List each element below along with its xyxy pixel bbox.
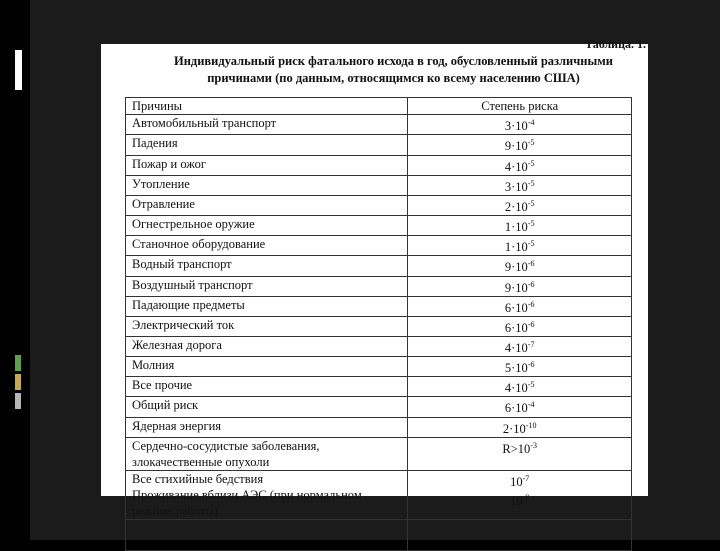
risk-table (125, 97, 632, 551)
risk-base: 1·10 (504, 220, 528, 235)
risk-exponent: -7 (522, 473, 530, 483)
row-cause: Автомобильный транспорт (126, 115, 408, 135)
risk-exponent: -5 (527, 198, 535, 208)
row-cause: Железная дорога (126, 337, 408, 357)
risk-exponent: -5 (527, 380, 535, 390)
row-risk-value (408, 135, 632, 155)
row-cause: Молния (126, 357, 408, 377)
risk-value-line (414, 490, 625, 509)
decor-bar-white (15, 50, 22, 90)
table-row (126, 276, 632, 296)
risk-base: 4·10 (504, 381, 528, 396)
risk-base: 9·10 (504, 280, 528, 295)
risk-base: 6·10 (504, 321, 528, 336)
table-row-disasters (126, 470, 632, 519)
decor-bar-gray (15, 393, 21, 409)
row-risk-value (408, 316, 632, 336)
cause-line: Проживание вблизи АЭС (при нормальном (132, 487, 362, 502)
cause-line: режиме работы) (132, 503, 218, 518)
table-row (126, 316, 632, 336)
document-image (101, 37, 648, 518)
row-risk-value (408, 195, 632, 215)
risk-base: 2·10 (502, 421, 526, 436)
row-cause: Все прочие (126, 377, 408, 397)
risk-exponent: -5 (527, 178, 535, 188)
table-row (126, 337, 632, 357)
risk-exponent: -5 (527, 219, 535, 229)
risk-base: 6·10 (504, 300, 528, 315)
risk-base: 4·10 (504, 341, 528, 356)
row-cause (126, 470, 408, 519)
risk-base: 2·10 (504, 200, 528, 215)
risk-exponent: -5 (527, 158, 535, 168)
row-risk-value (408, 397, 632, 417)
risk-base: 3·10 (504, 179, 528, 194)
row-risk-value (408, 236, 632, 256)
risk-exponent: -6 (527, 360, 535, 370)
table-row-cardio (126, 437, 632, 470)
table-row (126, 236, 632, 256)
row-risk-value (408, 155, 632, 175)
risk-exponent: -4 (527, 118, 535, 128)
table-row-empty (126, 519, 632, 550)
row-cause: Ядерная энергия (126, 417, 408, 437)
cause-line: Сердечно-сосудистые заболевания, (132, 438, 320, 453)
row-cause: Утопление (126, 175, 408, 195)
risk-exponent: -5 (527, 239, 535, 249)
table-title-line-2: причинами (по данным, относящимся ко всему населению США) (207, 71, 580, 85)
empty-cell (408, 519, 632, 550)
risk-exponent: -5 (527, 138, 535, 148)
row-risk-value (408, 216, 632, 236)
risk-exponent: -10 (525, 420, 537, 430)
row-risk-value (408, 377, 632, 397)
row-cause: Огнестрельное оружие (126, 216, 408, 236)
table-row (126, 296, 632, 316)
risk-exponent: -6 (527, 259, 535, 269)
table-row (126, 417, 632, 437)
table-row (126, 135, 632, 155)
risk-exponent: -6 (527, 299, 535, 309)
row-risk-value (408, 175, 632, 195)
row-cause: Падающие предметы (126, 296, 408, 316)
risk-base: 6·10 (504, 401, 528, 416)
risk-base: 1·10 (504, 240, 528, 255)
table-row (126, 377, 632, 397)
risk-exponent: -6 (527, 279, 535, 289)
row-risk-value (408, 437, 632, 470)
risk-exponent: -3 (530, 440, 537, 450)
table-row (126, 155, 632, 175)
row-risk-value (408, 470, 632, 519)
row-risk-value (408, 276, 632, 296)
table-title (141, 53, 646, 87)
table-title-line-1: Индивидуальный риск фатального исхода в год, обусловленный различными (173, 54, 613, 68)
table-row (126, 216, 632, 236)
row-cause: Пожар и ожог (126, 155, 408, 175)
risk-exponent: -6 (527, 319, 535, 329)
row-cause: Станочное оборудование (126, 236, 408, 256)
decor-bar-green (15, 355, 21, 371)
risk-exponent: -4 (527, 400, 535, 410)
row-cause: Общий риск (126, 397, 408, 417)
decorative-sidebar-accents (15, 355, 25, 410)
header-risk-level: Степень риска (408, 98, 632, 115)
risk-base: 3·10 (504, 119, 528, 134)
risk-base: 9·10 (504, 139, 528, 154)
row-cause: Отравление (126, 195, 408, 215)
decorative-sidebar (15, 50, 25, 90)
table-caption: Таблица. 1. (585, 37, 646, 51)
cause-line: злокачественные опухоли (132, 454, 270, 469)
decor-bar-gold (15, 374, 21, 390)
risk-exponent: -8 (522, 492, 530, 502)
risk-base: 10 (510, 474, 523, 489)
empty-cell (126, 519, 408, 550)
row-risk-value (408, 115, 632, 135)
risk-base: 5·10 (504, 361, 528, 376)
row-risk-value (408, 417, 632, 437)
table-row (126, 357, 632, 377)
row-risk-value (408, 256, 632, 276)
row-cause: Воздушный транспорт (126, 276, 408, 296)
table-row (126, 195, 632, 215)
row-cause (126, 437, 408, 470)
row-risk-value (408, 296, 632, 316)
table-row (126, 115, 632, 135)
row-risk-value (408, 337, 632, 357)
risk-value-line (414, 471, 625, 490)
risk-base: 10 (510, 494, 523, 509)
row-cause: Падения (126, 135, 408, 155)
table-header-row (126, 98, 632, 115)
table-row (126, 256, 632, 276)
header-causes: Причины (126, 98, 408, 115)
risk-base: 9·10 (504, 260, 528, 275)
row-cause: Водный транспорт (126, 256, 408, 276)
table-row (126, 175, 632, 195)
row-risk-value (408, 357, 632, 377)
row-cause: Электрический ток (126, 316, 408, 336)
table-row (126, 397, 632, 417)
risk-exponent: -7 (527, 340, 535, 350)
risk-base: R>10 (502, 441, 531, 456)
cause-line: Все стихийные бедствия (132, 471, 264, 486)
risk-base: 4·10 (504, 159, 528, 174)
